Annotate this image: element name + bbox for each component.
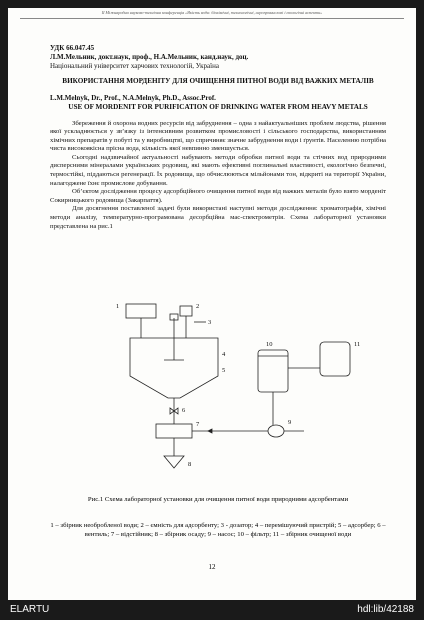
label-2: 2 — [196, 303, 200, 310]
udk-code: УДК 66.047.45 — [50, 44, 95, 52]
page-number: 12 — [208, 563, 216, 571]
affiliation: Національний університет харчових технологій, Україна — [50, 62, 219, 70]
pump — [268, 425, 284, 437]
figure-legend: 1 – збірник необробленої води; 2 – ємність для адсорбенту; 3 - дозатор; 4 – перемішуючий пристрій; 5 – адсорбер; 6 – вентиль; 7 – відстійник; 8 – збірник осаду; 9 – насос; 10 – фільтр; 11 – збірник очищеної води — [50, 522, 386, 538]
label-3: 3 — [208, 319, 212, 326]
repository-name: ELARTU — [10, 604, 50, 615]
title-ukrainian: ВИКОРИСТАННЯ МОРДЕНІТУ ДЛЯ ОЧИЩЕННЯ ПИТНОЇ ВОДИ ВІД ВАЖКИХ МЕТАЛІВ — [62, 77, 374, 85]
article-body — [50, 44, 386, 231]
figure-caption: Рис.1 Схема лабораторної установки для очищення питної води природними адсорбентами — [87, 496, 349, 503]
authors-ukrainian: Л.М.Мельник, докт.наук, проф., Н.А.Мельник, канд.наук, доц. — [50, 53, 249, 61]
label-5: 5 — [222, 367, 226, 374]
raw-water-tank — [126, 304, 156, 318]
label-8: 8 — [188, 461, 192, 468]
sediment-collector — [164, 456, 184, 468]
adsorbent-container — [180, 306, 192, 316]
running-header: ІІ Міжнародна науково-технічна конференція «Якість води: біохімічні, технологічні, агропромислові і екологічні аспекти» — [101, 10, 323, 15]
authors-english: L.M.Melnyk, Dr., Prof., N.A.Melnyk, Ph.D., Assoc.Prof. — [50, 94, 216, 102]
label-6: 6 — [182, 407, 186, 414]
label-4: 4 — [222, 351, 226, 358]
label-7: 7 — [196, 421, 200, 428]
paragraph: Об’єктом дослідження процесу адсорбційного очищення питної води від важких металів було взято морденіт Сокирницького родовища (Закарпаття). — [50, 188, 386, 204]
lab-setup-diagram — [108, 298, 378, 488]
label-10: 10 — [266, 341, 273, 348]
header-divider — [20, 18, 404, 19]
purified-water-tank — [320, 342, 350, 376]
paragraph: Сьогодні надзвичайної актуальності набувають методи обробки питної води та стічних вод природними дисперсними мінералами українських родовищ, які мають ефективні поглинальні властивості, екологічно безпечні, термостійкі, піддаються регенерації. Їх родовища, що обчислюються мільйонами тон, відкриті на території України, налагоджене їхнє промислове добування. — [50, 153, 386, 187]
title-english: USE OF MORDENIT FOR PURIFICATION OF DRINKING WATER FROM HEAVY METALS — [68, 102, 368, 111]
label-9: 9 — [288, 419, 292, 426]
handle-identifier: hdl:lib/42188 — [357, 604, 414, 615]
label-1: 1 — [116, 303, 120, 310]
settler — [156, 424, 192, 438]
document-page — [8, 8, 416, 600]
paragraph: Збереження й охорона водних ресурсів від забруднення – одна з найактуальніших проблем людства, рішення якої ускладнюється у зв’язку із інтенсивним розвитком промисловості і сільського господарства, використанням хімічних препаратів у побуті та у виробництві, що спричиняє значне забруднення води і ґрунтів. Населенню потрібна чиста високоякісна прісна вода, кількість якої невпинно зменшується. — [50, 119, 386, 153]
paragraph: Для досягнення поставленої задачі були використані наступні методи дослідження: хроматографія, хімічні методи аналізу, температурно-програмована десорбційна мас-спектрометрія. Схема лабораторної установки представлена на рис.1 — [50, 205, 386, 230]
label-11: 11 — [354, 341, 361, 348]
